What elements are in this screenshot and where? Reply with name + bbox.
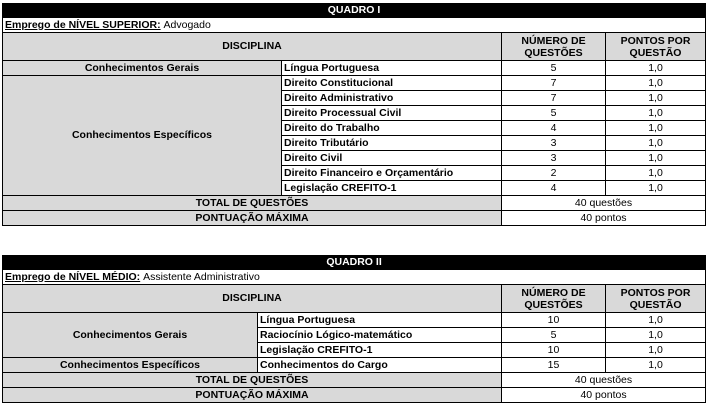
disciplina-cell: Língua Portuguesa xyxy=(258,313,502,328)
disciplina-cell: Direito do Trabalho xyxy=(282,121,502,136)
quadro-1-title: QUADRO I xyxy=(3,4,706,18)
pontuacao-maxima-value: 40 pontos xyxy=(502,388,706,403)
num-questoes-cell: 4 xyxy=(502,121,606,136)
pontos-cell: 1,0 xyxy=(606,136,706,151)
total-questoes-label: TOTAL DE QUESTÕES xyxy=(3,373,502,388)
disciplina-cell: Raciocínio Lógico-matemático xyxy=(258,328,502,343)
disciplina-cell: Direito Processual Civil xyxy=(282,106,502,121)
pontos-cell: 1,0 xyxy=(606,76,706,91)
num-questoes-cell: 5 xyxy=(502,106,606,121)
disciplina-cell: Direito Administrativo xyxy=(282,91,502,106)
col-pontos-header: PONTOS POR QUESTÃO xyxy=(606,285,706,313)
emprego-prefix: Emprego de NÍVEL SUPERIOR: xyxy=(5,18,161,31)
num-questoes-cell: 15 xyxy=(502,358,606,373)
pontos-cell: 1,0 xyxy=(606,106,706,121)
disciplina-cell: Legislação CREFITO-1 xyxy=(282,181,502,196)
emprego-prefix: Emprego de NÍVEL MÉDIO: xyxy=(5,270,141,283)
pontos-cell: 1,0 xyxy=(606,61,706,76)
col-num-questoes-header: NÚMERO DE QUESTÕES xyxy=(502,285,606,313)
pontos-cell: 1,0 xyxy=(606,181,706,196)
quadro-2-table xyxy=(2,255,706,403)
pontos-cell: 1,0 xyxy=(606,358,706,373)
group-conhecimentos-gerais: Conhecimentos Gerais xyxy=(3,313,258,358)
disciplina-cell: Direito Financeiro e Orçamentário xyxy=(282,166,502,181)
quadro-1-emprego xyxy=(3,18,706,33)
group-conhecimentos-gerais: Conhecimentos Gerais xyxy=(3,61,282,76)
col-disciplina-header: DISCIPLINA xyxy=(3,33,502,61)
pontos-cell: 1,0 xyxy=(606,343,706,358)
pontos-cell: 1,0 xyxy=(606,121,706,136)
total-questoes-value: 40 questões xyxy=(502,373,706,388)
total-questoes-label: TOTAL DE QUESTÕES xyxy=(3,196,502,211)
quadro-1-table xyxy=(2,3,706,226)
disciplina-cell: Legislação CREFITO-1 xyxy=(258,343,502,358)
disciplina-cell: Língua Portuguesa xyxy=(282,61,502,76)
col-pontos-header: PONTOS POR QUESTÃO xyxy=(606,33,706,61)
emprego-value: Advogado xyxy=(163,18,211,31)
pontos-cell: 1,0 xyxy=(606,313,706,328)
num-questoes-cell: 7 xyxy=(502,91,606,106)
total-questoes-value: 40 questões xyxy=(502,196,706,211)
col-num-questoes-header: NÚMERO DE QUESTÕES xyxy=(502,33,606,61)
num-questoes-cell: 4 xyxy=(502,181,606,196)
pontos-cell: 1,0 xyxy=(606,91,706,106)
group-conhecimentos-especificos: Conhecimentos Específicos xyxy=(3,358,258,373)
pontos-cell: 1,0 xyxy=(606,151,706,166)
col-disciplina-header: DISCIPLINA xyxy=(3,285,502,313)
num-questoes-cell: 10 xyxy=(502,343,606,358)
pontos-cell: 1,0 xyxy=(606,166,706,181)
num-questoes-cell: 5 xyxy=(502,61,606,76)
num-questoes-cell: 5 xyxy=(502,328,606,343)
group-conhecimentos-especificos: Conhecimentos Específicos xyxy=(3,76,282,196)
num-questoes-cell: 3 xyxy=(502,151,606,166)
num-questoes-cell: 10 xyxy=(502,313,606,328)
num-questoes-cell: 2 xyxy=(502,166,606,181)
quadro-2-title: QUADRO II xyxy=(3,256,706,270)
pontuacao-maxima-label: PONTUAÇÃO MÁXIMA xyxy=(3,211,502,226)
pontos-cell: 1,0 xyxy=(606,328,706,343)
emprego-value: Assistente Administrativo xyxy=(143,270,260,283)
quadro-2-emprego xyxy=(3,270,706,285)
num-questoes-cell: 7 xyxy=(502,76,606,91)
disciplina-cell: Direito Constitucional xyxy=(282,76,502,91)
disciplina-cell: Conhecimentos do Cargo xyxy=(258,358,502,373)
disciplina-cell: Direito Civil xyxy=(282,151,502,166)
num-questoes-cell: 3 xyxy=(502,136,606,151)
pontuacao-maxima-value: 40 pontos xyxy=(502,211,706,226)
pontuacao-maxima-label: PONTUAÇÃO MÁXIMA xyxy=(3,388,502,403)
disciplina-cell: Direito Tributário xyxy=(282,136,502,151)
